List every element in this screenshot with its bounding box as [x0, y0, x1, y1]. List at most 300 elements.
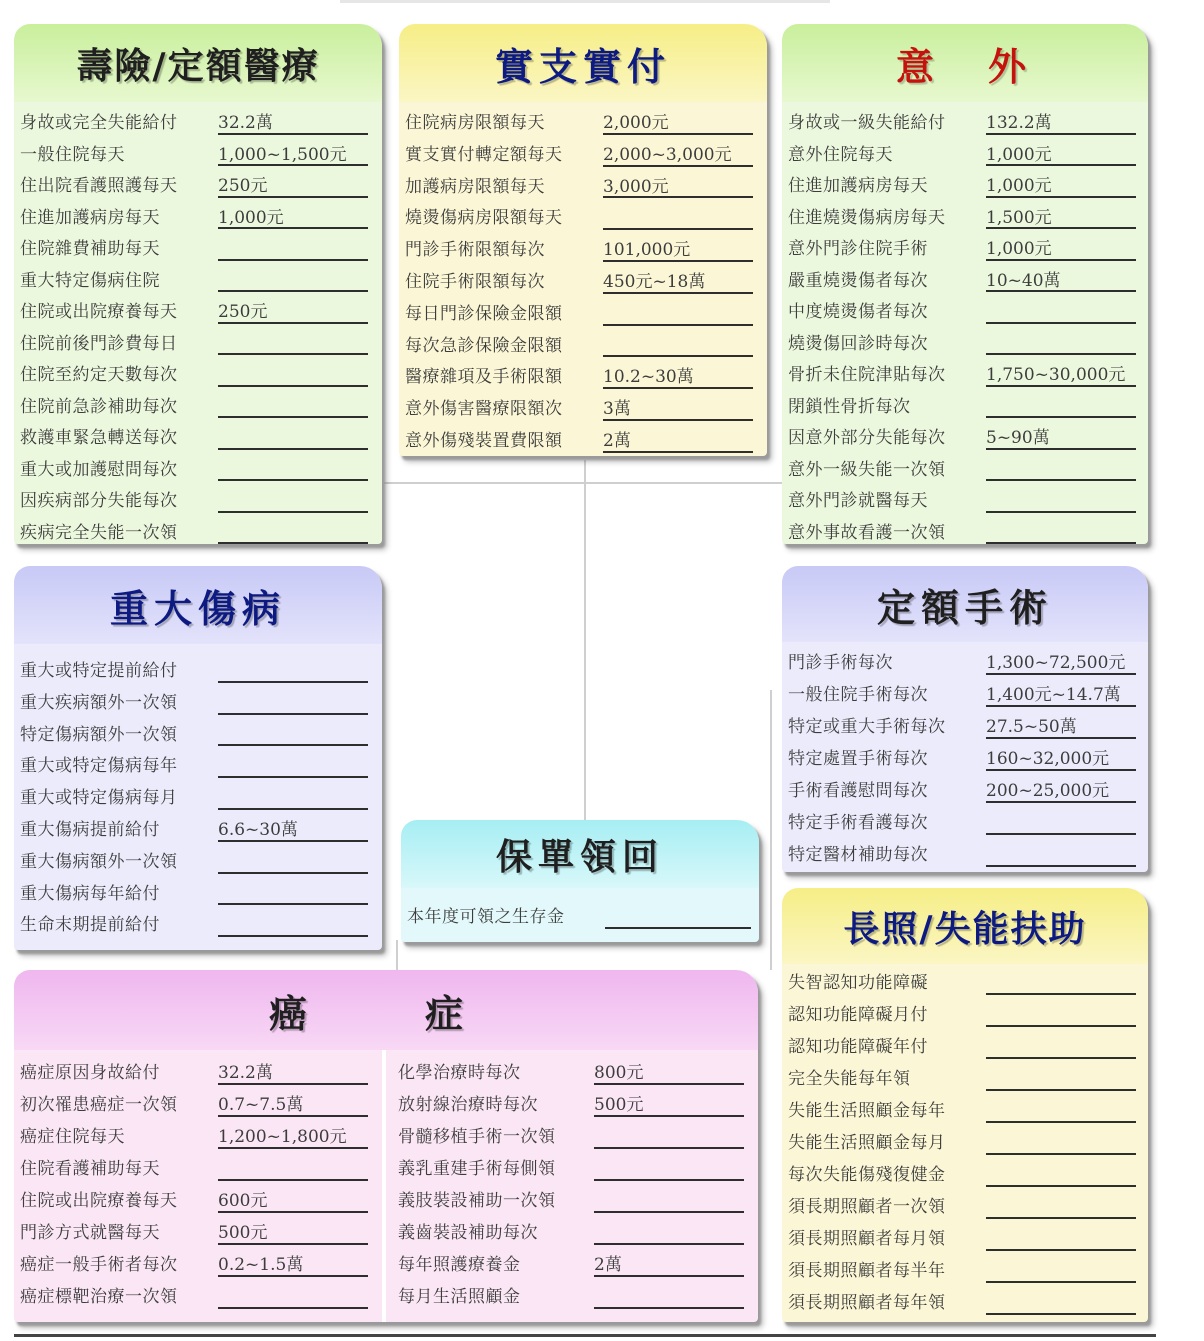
policy-rows [401, 888, 759, 930]
benefit-row [782, 136, 1148, 168]
value-underline [218, 196, 368, 198]
value-underline [218, 353, 368, 355]
value-underline [986, 511, 1136, 513]
benefit-row [392, 1118, 758, 1150]
benefit-label: 醫療雜項及手術限額 [405, 367, 563, 388]
benefit-label: 重大特定傷病住院 [20, 270, 160, 291]
top-divider [340, 0, 830, 3]
benefit-row [782, 230, 1148, 262]
benefit-label: 重大疾病額外一次領 [20, 692, 178, 713]
benefit-value: 1,400元~14.7萬 [986, 685, 1121, 705]
benefit-label: 意外門診就醫每天 [788, 491, 928, 511]
benefit-label: 住院手術限額每次 [405, 271, 545, 292]
value-underline [986, 1057, 1136, 1059]
value-underline [986, 993, 1136, 995]
benefit-row [782, 1252, 1148, 1284]
benefit-row [14, 356, 382, 388]
benefit-row [782, 1284, 1148, 1316]
value-underline [986, 1185, 1136, 1187]
benefit-value: 450元~18萬 [603, 271, 706, 292]
value-underline [986, 353, 1136, 355]
benefit-label: 意外一級失能一次領 [788, 459, 946, 480]
benefit-row [399, 390, 767, 422]
benefit-label: 義乳重建手術每側領 [398, 1159, 556, 1179]
benefit-value: 10.2~30萬 [603, 367, 694, 388]
value-underline [603, 133, 753, 135]
cancer-card [14, 970, 758, 1322]
value-underline [218, 448, 368, 450]
benefit-label: 意外傷殘裝置費限額 [405, 430, 563, 451]
benefit-label: 特定醫材補助每次 [788, 845, 928, 865]
value-underline [218, 1243, 368, 1245]
benefit-label: 閉鎖性骨折每次 [788, 396, 911, 417]
benefit-label: 門診手術每次 [788, 653, 893, 673]
cancer-right-rows [392, 1054, 758, 1310]
value-underline [986, 133, 1136, 135]
benefit-row [14, 747, 382, 779]
value-underline [986, 833, 1136, 835]
value-underline [986, 227, 1136, 229]
benefit-label: 癌症住院每天 [20, 1127, 125, 1147]
benefit-label: 重大或加護慰問每次 [20, 459, 178, 480]
value-underline [986, 164, 1136, 166]
benefit-value: 2萬 [594, 1255, 622, 1275]
benefit-value: 600元 [218, 1191, 268, 1211]
benefit-row [14, 388, 382, 420]
value-underline [218, 872, 368, 874]
benefit-label: 癌症標靶治療一次領 [20, 1287, 178, 1307]
benefit-row [782, 1220, 1148, 1252]
benefit-label: 重大或特定提前給付 [20, 661, 178, 681]
benefit-row [782, 262, 1148, 294]
benefit-value: 27.5~50萬 [986, 717, 1077, 737]
benefit-label: 住院看護補助每天 [20, 1159, 160, 1179]
value-underline [986, 542, 1136, 544]
benefit-label: 意外住院每天 [788, 144, 893, 165]
benefit-row [14, 167, 382, 199]
value-underline [986, 290, 1136, 292]
value-underline [218, 776, 368, 778]
benefit-row [392, 1214, 758, 1246]
benefit-label: 須長期照顧者一次領 [788, 1197, 946, 1217]
benefit-label: 須長期照顧者每半年 [788, 1261, 946, 1281]
benefit-row [14, 811, 382, 843]
value-underline [218, 1307, 368, 1309]
policy-title: 保單領回 [401, 820, 759, 888]
value-underline [986, 322, 1136, 324]
benefit-label: 放射線治療時每次 [398, 1095, 538, 1115]
benefit-label: 須長期照顧者每年領 [788, 1293, 946, 1313]
benefit-label: 門診手術限額每次 [405, 240, 545, 261]
benefit-row [782, 1188, 1148, 1220]
benefit-row [392, 1054, 758, 1086]
benefit-row [392, 1278, 758, 1310]
value-underline [218, 1147, 368, 1149]
benefit-label: 每日門診保險金限額 [405, 303, 563, 324]
value-underline [594, 1243, 744, 1245]
benefit-value: 132.2萬 [986, 113, 1052, 133]
benefit-label: 住院雜費補助每天 [20, 239, 160, 259]
benefit-row [14, 779, 382, 811]
value-underline [603, 260, 753, 262]
benefit-label: 認知功能障礙年付 [788, 1037, 928, 1057]
value-underline [218, 259, 368, 261]
bottom-divider [14, 1334, 1156, 1337]
benefit-row [782, 676, 1148, 708]
benefit-value: 1,000元 [986, 176, 1052, 196]
benefit-row [782, 964, 1148, 996]
benefit-row [399, 263, 767, 295]
benefit-label: 住進加護病房每天 [20, 207, 160, 228]
value-underline [603, 419, 753, 421]
critical-title: 重大傷病 [14, 566, 382, 644]
value-underline [594, 1083, 744, 1085]
medical-title: 實支實付 [399, 24, 767, 102]
value-underline [218, 1211, 368, 1213]
value-underline [603, 196, 753, 198]
value-underline [603, 324, 753, 326]
value-underline [218, 681, 368, 683]
life-card [14, 24, 382, 544]
benefit-label: 每次失能傷殘復健金 [788, 1165, 946, 1185]
benefit-label: 本年度可領之生存金 [407, 907, 565, 927]
critical-card [14, 566, 382, 950]
benefit-row [782, 1092, 1148, 1124]
benefit-label: 住院病房限額每天 [405, 113, 545, 133]
benefit-row [14, 136, 382, 168]
benefit-row [14, 652, 382, 684]
benefit-label: 重大傷病提前給付 [20, 819, 160, 840]
benefit-row [782, 325, 1148, 357]
benefit-row [14, 482, 382, 514]
surgery-title: 定額手術 [782, 566, 1148, 642]
benefit-row [14, 1118, 382, 1150]
benefit-label: 認知功能障礙月付 [788, 1005, 928, 1025]
benefit-label: 救護車緊急轉送每次 [20, 428, 178, 448]
benefit-value: 0.7~7.5萬 [218, 1095, 304, 1115]
value-underline [594, 1115, 744, 1117]
value-underline [603, 165, 753, 167]
benefit-label: 每次急診保險金限額 [405, 335, 563, 356]
value-underline [986, 1249, 1136, 1251]
benefit-row [14, 1278, 382, 1310]
benefit-row [782, 996, 1148, 1028]
benefit-label: 每月生活照顧金 [398, 1287, 521, 1307]
policy-card [401, 820, 759, 942]
benefit-value: 1,000元 [218, 207, 284, 228]
benefit-value: 1,500元 [986, 207, 1052, 228]
benefit-row [782, 419, 1148, 451]
value-underline [594, 1179, 744, 1181]
value-underline [605, 927, 751, 929]
benefit-row [392, 1086, 758, 1118]
benefit-value: 3,000元 [603, 176, 669, 197]
benefit-row [782, 1156, 1148, 1188]
benefit-label: 住進燒燙傷病房每天 [788, 207, 946, 228]
benefit-row [782, 1124, 1148, 1156]
benefit-label: 每年照護療養金 [398, 1255, 521, 1275]
value-underline [603, 355, 753, 357]
benefit-label: 住院或出院療養每天 [20, 302, 178, 322]
value-underline [218, 808, 368, 810]
value-underline [218, 133, 368, 135]
benefit-label: 疾病完全失能一次領 [20, 522, 178, 543]
value-underline [218, 840, 368, 842]
benefit-row [399, 104, 767, 136]
value-underline [603, 292, 753, 294]
value-underline [986, 1153, 1136, 1155]
benefit-row [14, 262, 382, 294]
benefit-label: 意外門診住院手術 [788, 239, 928, 259]
benefit-row [399, 327, 767, 359]
surgery-card [782, 566, 1148, 872]
value-underline [218, 935, 368, 937]
connector-line [584, 460, 586, 820]
value-underline [594, 1307, 744, 1309]
benefit-row [399, 136, 767, 168]
benefit-value: 2,000~3,000元 [603, 144, 732, 165]
critical-rows [14, 644, 382, 938]
value-underline [986, 1313, 1136, 1315]
benefit-label: 住院前後門診費每日 [20, 333, 178, 354]
benefit-label: 初次罹患癌症一次領 [20, 1095, 178, 1115]
value-underline [218, 416, 368, 418]
benefit-label: 重大傷病每年給付 [20, 883, 160, 904]
benefit-label: 完全失能每年領 [788, 1069, 911, 1089]
benefit-row [14, 514, 382, 545]
benefit-row [392, 1246, 758, 1278]
benefit-row [399, 295, 767, 327]
medical-card [399, 24, 767, 456]
value-underline [986, 801, 1136, 803]
benefit-row [782, 199, 1148, 231]
benefit-row [399, 168, 767, 200]
benefit-label: 重大傷病額外一次領 [20, 851, 178, 872]
benefit-label: 重大或特定傷病每月 [20, 788, 178, 809]
benefit-row [14, 1054, 382, 1086]
benefit-value: 32.2萬 [218, 1063, 273, 1083]
benefit-row [14, 1086, 382, 1118]
value-underline [603, 228, 753, 230]
life-title: 壽險/定額醫療 [14, 24, 382, 102]
benefit-label: 住院或出院療養每天 [20, 1191, 178, 1211]
accident-card [782, 24, 1148, 544]
benefit-label: 實支實付轉定額每天 [405, 144, 563, 165]
benefit-value: 1,300~72,500元 [986, 653, 1126, 673]
benefit-label: 須長期照顧者每月領 [788, 1229, 946, 1249]
benefit-label: 特定處置手術每次 [788, 749, 928, 769]
benefit-row [399, 358, 767, 390]
benefit-value: 3萬 [603, 399, 631, 420]
benefit-value: 1,000元 [986, 144, 1052, 165]
benefit-row [14, 1214, 382, 1246]
benefit-label: 義肢裝設補助一次領 [398, 1191, 556, 1211]
benefit-label: 義齒裝設補助每次 [398, 1223, 538, 1243]
benefit-label: 身故或完全失能給付 [20, 113, 178, 133]
benefit-label: 燒燙傷回診時每次 [788, 333, 928, 354]
value-underline [986, 479, 1136, 481]
value-underline [986, 1217, 1136, 1219]
value-underline [218, 479, 368, 481]
benefit-value: 1,000~1,500元 [218, 144, 347, 165]
benefit-label: 身故或一級失能給付 [788, 113, 946, 133]
value-underline [218, 322, 368, 324]
accident-title: 意 外 [782, 24, 1148, 102]
benefit-label: 住出院看護照護每天 [20, 176, 178, 196]
benefit-row [14, 104, 382, 136]
benefit-value: 2萬 [603, 430, 631, 451]
benefit-label: 骨髓移植手術一次領 [398, 1127, 556, 1147]
benefit-value: 5~90萬 [986, 428, 1050, 448]
benefit-label: 骨折未住院津貼每次 [788, 365, 946, 385]
benefit-label: 住進加護病房每天 [788, 176, 928, 196]
benefit-row [14, 716, 382, 748]
benefit-value: 101,000元 [603, 240, 691, 261]
benefit-value: 0.2~1.5萬 [218, 1255, 304, 1275]
benefit-label: 加護病房限額每天 [405, 176, 545, 197]
value-underline [986, 769, 1136, 771]
benefit-row [14, 875, 382, 907]
benefit-row [14, 293, 382, 325]
benefit-row [782, 167, 1148, 199]
benefit-row [782, 836, 1148, 868]
benefit-value: 10~40萬 [986, 270, 1061, 291]
benefit-label: 意外傷害醫療限額次 [405, 399, 563, 420]
benefit-row [782, 293, 1148, 325]
benefit-row [14, 1182, 382, 1214]
value-underline [986, 448, 1136, 450]
benefit-label: 一般住院每天 [20, 144, 125, 165]
value-underline [218, 1275, 368, 1277]
benefit-row [782, 772, 1148, 804]
benefit-label: 癌症一般手術者每次 [20, 1255, 178, 1275]
cancer-title: 癌 症 [14, 970, 758, 1050]
value-underline [218, 1179, 368, 1181]
ltc-card [782, 888, 1148, 1322]
benefit-label: 特定傷病額外一次領 [20, 724, 178, 745]
benefit-value: 2,000元 [603, 113, 669, 133]
benefit-value: 200~25,000元 [986, 781, 1110, 801]
value-underline [986, 865, 1136, 867]
benefit-row [14, 843, 382, 875]
benefit-row [392, 1182, 758, 1214]
medical-rows [399, 102, 767, 454]
benefit-row [782, 514, 1148, 545]
benefit-row [782, 804, 1148, 836]
value-underline [986, 737, 1136, 739]
benefit-row [782, 482, 1148, 514]
benefit-value: 160~32,000元 [986, 749, 1110, 769]
value-underline [218, 1115, 368, 1117]
benefit-row [14, 906, 382, 938]
benefit-label: 門診方式就醫每天 [20, 1223, 160, 1243]
value-underline [986, 385, 1136, 387]
benefit-label: 失能生活照顧金每月 [788, 1133, 946, 1153]
benefit-value: 1,000元 [986, 239, 1052, 259]
value-underline [986, 196, 1136, 198]
ltc-title: 長照/失能扶助 [782, 888, 1148, 964]
benefit-row [14, 451, 382, 483]
benefit-row [14, 684, 382, 716]
benefit-label: 生命末期提前給付 [20, 915, 160, 936]
value-underline [218, 164, 368, 166]
benefit-label: 因疾病部分失能每次 [20, 491, 178, 511]
benefit-label: 因意外部分失能每次 [788, 428, 946, 448]
benefit-row [399, 422, 767, 454]
benefit-label: 失智認知功能障礙 [788, 973, 928, 993]
benefit-label: 嚴重燒燙傷者每次 [788, 270, 928, 291]
benefit-row [14, 230, 382, 262]
benefit-label: 中度燒燙傷者每次 [788, 302, 928, 322]
life-rows [14, 102, 382, 544]
benefit-row [14, 1246, 382, 1278]
value-underline [603, 387, 753, 389]
benefit-row [782, 740, 1148, 772]
benefit-row [782, 356, 1148, 388]
benefit-value: 32.2萬 [218, 113, 273, 133]
value-underline [594, 1147, 744, 1149]
benefit-row [399, 199, 767, 231]
cancer-left-rows [14, 1054, 382, 1310]
value-underline [986, 705, 1136, 707]
benefit-row [782, 451, 1148, 483]
benefit-value: 250元 [218, 176, 268, 196]
value-underline [218, 227, 368, 229]
benefit-row [782, 1028, 1148, 1060]
value-underline [218, 1083, 368, 1085]
value-underline [986, 1121, 1136, 1123]
benefit-row [14, 1150, 382, 1182]
benefit-label: 失能生活照顧金每年 [788, 1101, 946, 1121]
benefit-value: 1,750~30,000元 [986, 365, 1126, 385]
benefit-label: 化學治療時每次 [398, 1063, 521, 1083]
benefit-value: 6.6~30萬 [218, 819, 298, 840]
value-underline [594, 1275, 744, 1277]
benefit-row [782, 388, 1148, 420]
accident-rows [782, 102, 1148, 544]
value-underline [218, 511, 368, 513]
value-underline [594, 1211, 744, 1213]
benefit-row [401, 898, 759, 930]
benefit-label: 特定手術看護每次 [788, 813, 928, 833]
benefit-value: 500元 [594, 1095, 644, 1115]
value-underline [218, 903, 368, 905]
benefit-row [392, 1150, 758, 1182]
value-underline [603, 451, 753, 453]
value-underline [218, 542, 368, 544]
benefit-row [399, 231, 767, 263]
benefit-value: 800元 [594, 1063, 644, 1083]
benefit-value: 250元 [218, 302, 268, 322]
benefit-label: 燒燙傷病房限額每天 [405, 208, 563, 229]
value-underline [986, 259, 1136, 261]
benefit-row [14, 199, 382, 231]
benefit-label: 住院至約定天數每次 [20, 365, 178, 385]
connector-line [770, 690, 772, 970]
value-underline [218, 713, 368, 715]
benefit-label: 意外事故看護一次領 [788, 522, 946, 543]
value-underline [218, 744, 368, 746]
value-underline [986, 673, 1136, 675]
value-underline [986, 1281, 1136, 1283]
benefit-label: 一般住院手術每次 [788, 685, 928, 705]
benefit-row [782, 1060, 1148, 1092]
benefit-row [782, 644, 1148, 676]
value-underline [218, 290, 368, 292]
benefit-row [14, 419, 382, 451]
benefit-row [14, 325, 382, 357]
benefit-label: 特定或重大手術每次 [788, 717, 946, 737]
